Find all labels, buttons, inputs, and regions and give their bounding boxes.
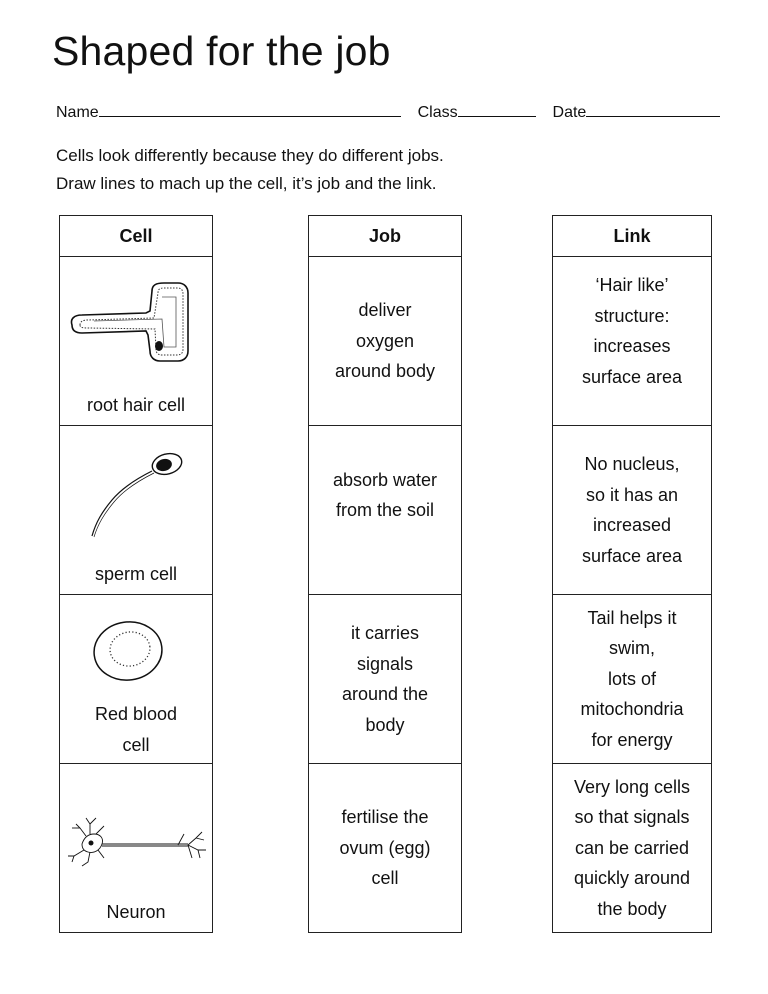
cell-label-red-blood: Red blood cell xyxy=(94,704,178,755)
job-text-4: fertilise the ovum (egg) cell xyxy=(339,807,431,889)
link-box-4[interactable] xyxy=(553,764,711,933)
sperm-cell-icon xyxy=(60,426,212,544)
link-text-3: Tail helps it swim, lots of mitochondria for energy xyxy=(580,607,684,750)
name-blank-line[interactable] xyxy=(99,102,401,117)
cell-label-neuron: Neuron xyxy=(106,902,166,922)
cell-label-sperm: sperm cell xyxy=(94,564,178,584)
date-label: Date xyxy=(552,104,587,121)
job-box-3[interactable] xyxy=(309,595,461,764)
job-column xyxy=(308,215,462,933)
job-text-3: it carries signals around the body xyxy=(341,623,429,735)
cell-label-root-hair: root hair cell xyxy=(86,395,186,415)
red-blood-cell-icon xyxy=(60,595,212,713)
class-label: Class xyxy=(417,104,458,121)
student-info-row xyxy=(56,102,720,123)
job-box-2[interactable] xyxy=(309,426,461,595)
link-column xyxy=(552,215,712,933)
date-field[interactable] xyxy=(553,102,721,123)
name-field[interactable] xyxy=(56,102,401,123)
cell-column-header: Cell xyxy=(60,215,212,257)
job-box-1[interactable] xyxy=(309,257,461,426)
class-blank-line[interactable] xyxy=(458,102,536,117)
name-label: Name xyxy=(56,104,99,121)
date-blank-line[interactable] xyxy=(586,102,720,117)
job-text-2: absorb water from the soil xyxy=(332,469,438,520)
link-column-header: Link xyxy=(553,215,711,257)
job-text-1: deliver oxygen around body xyxy=(334,300,436,382)
cell-row-root-hair xyxy=(60,257,212,426)
cell-row-neuron xyxy=(60,764,212,933)
job-column-header: Job xyxy=(309,215,461,257)
instruction-line-2: Draw lines to mach up the cell, it’s job and the link. xyxy=(56,174,437,193)
link-box-2[interactable] xyxy=(553,426,711,595)
instruction-line-1: Cells look differently because they do different jobs. xyxy=(56,146,444,165)
cell-column xyxy=(59,215,213,933)
link-text-2: No nucleus, so it has an increased surface area xyxy=(581,454,683,566)
link-text-4: Very long cells so that signals can be carried quickly around the body xyxy=(573,776,691,919)
link-text-1: ‘Hair like’ structure: increases surface area xyxy=(581,275,683,387)
root-hair-cell-icon xyxy=(60,257,212,375)
neuron-icon xyxy=(60,764,212,882)
job-box-4[interactable] xyxy=(309,764,461,933)
link-box-1[interactable] xyxy=(553,257,711,426)
class-field[interactable] xyxy=(418,102,536,123)
cell-row-red-blood xyxy=(60,595,212,764)
cell-row-sperm xyxy=(60,426,212,595)
page-title: Shaped for the job xyxy=(52,28,391,74)
link-box-3[interactable] xyxy=(553,595,711,764)
